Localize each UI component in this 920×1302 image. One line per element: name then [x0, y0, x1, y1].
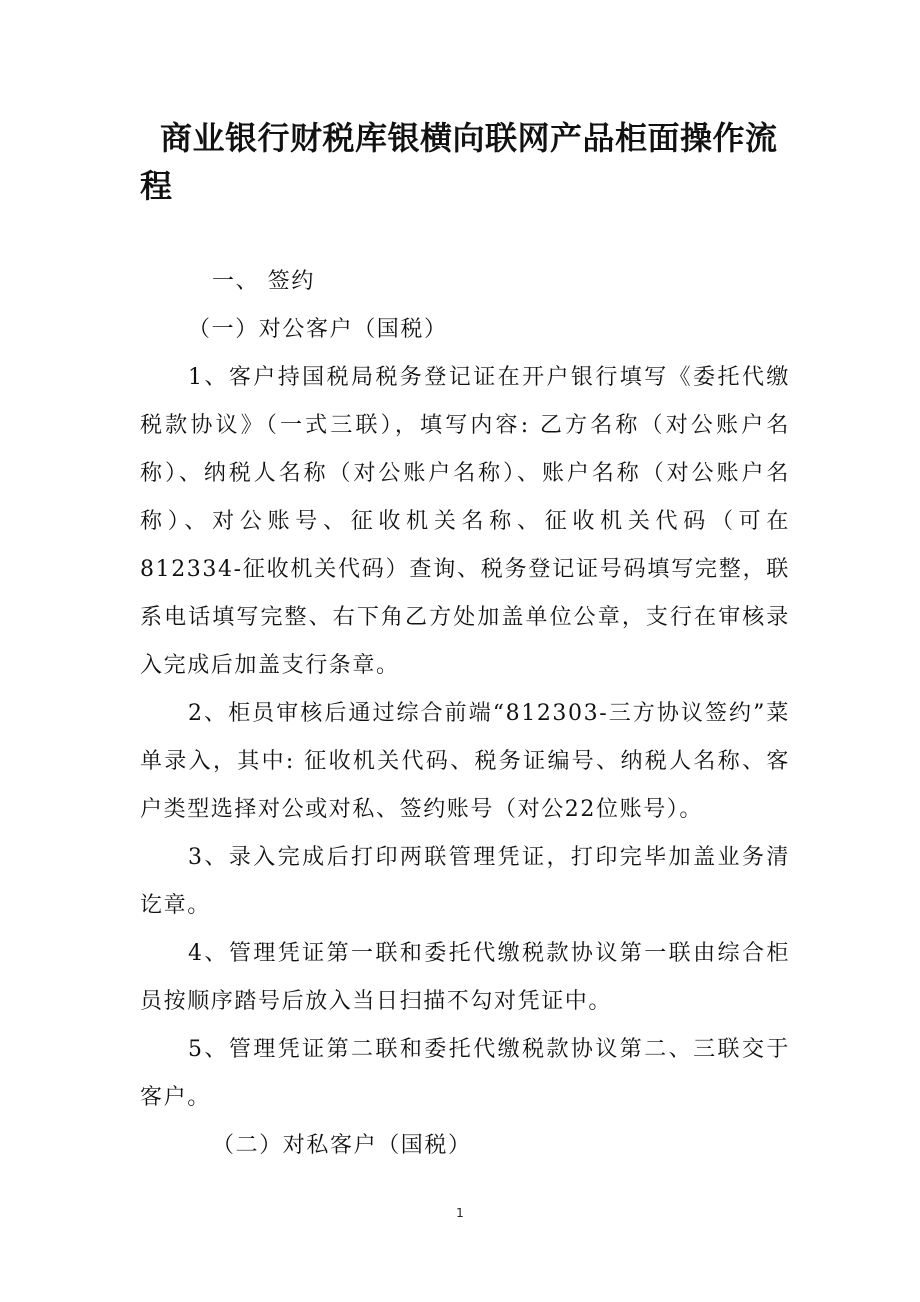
subsection-heading-personal: （二）对私客户（国税）: [212, 1133, 472, 1158]
procedure-item-4: 4、管理凭证第一联和委托代缴税款协议第一联由综合柜员按顺序踏号后放入当日扫描不勾对凭证中。: [140, 941, 790, 1014]
subsection-heading-corporate: （一）对公客户（国税）: [188, 317, 448, 342]
document-title: 商业银行财税库银横向联网产品柜面操作流程: [140, 119, 778, 205]
section-heading-signing: 一、 签约: [212, 269, 315, 294]
procedure-item-2: 2、柜员审核后通过综合前端“812303-三方协议签约”菜单录入，其中: 征收机关代码、税务证编号、纳税人名称、客户类型选择对公或对私、签约账号（对公22位账号）。: [140, 701, 790, 822]
procedure-item-5: 5、管理凭证第二联和委托代缴税款协议第二、三联交于客户。: [140, 1037, 790, 1110]
document-body: [140, 258, 790, 1170]
procedure-item-3: 3、录入完成后打印两联管理凭证，打印完毕加盖业务清讫章。: [140, 845, 790, 918]
procedure-item-1: 1、客户持国税局税务登记证在开户银行填写《委托代缴税款协议》（一式三联），填写内容: 乙方名称（对公账户名称）、纳税人名称（对公账户名称）、账户名称（对公账户名称）、对公账号、征收机关名称、征收机关代码（可在812334-征收机关代码）查询、税务登记证号码填写完整，联系电话填写完整、右下角乙方处加盖单位公章，支行在审核录入完成后加盖支行条章。: [140, 365, 790, 678]
page-number: 1: [456, 1206, 464, 1220]
